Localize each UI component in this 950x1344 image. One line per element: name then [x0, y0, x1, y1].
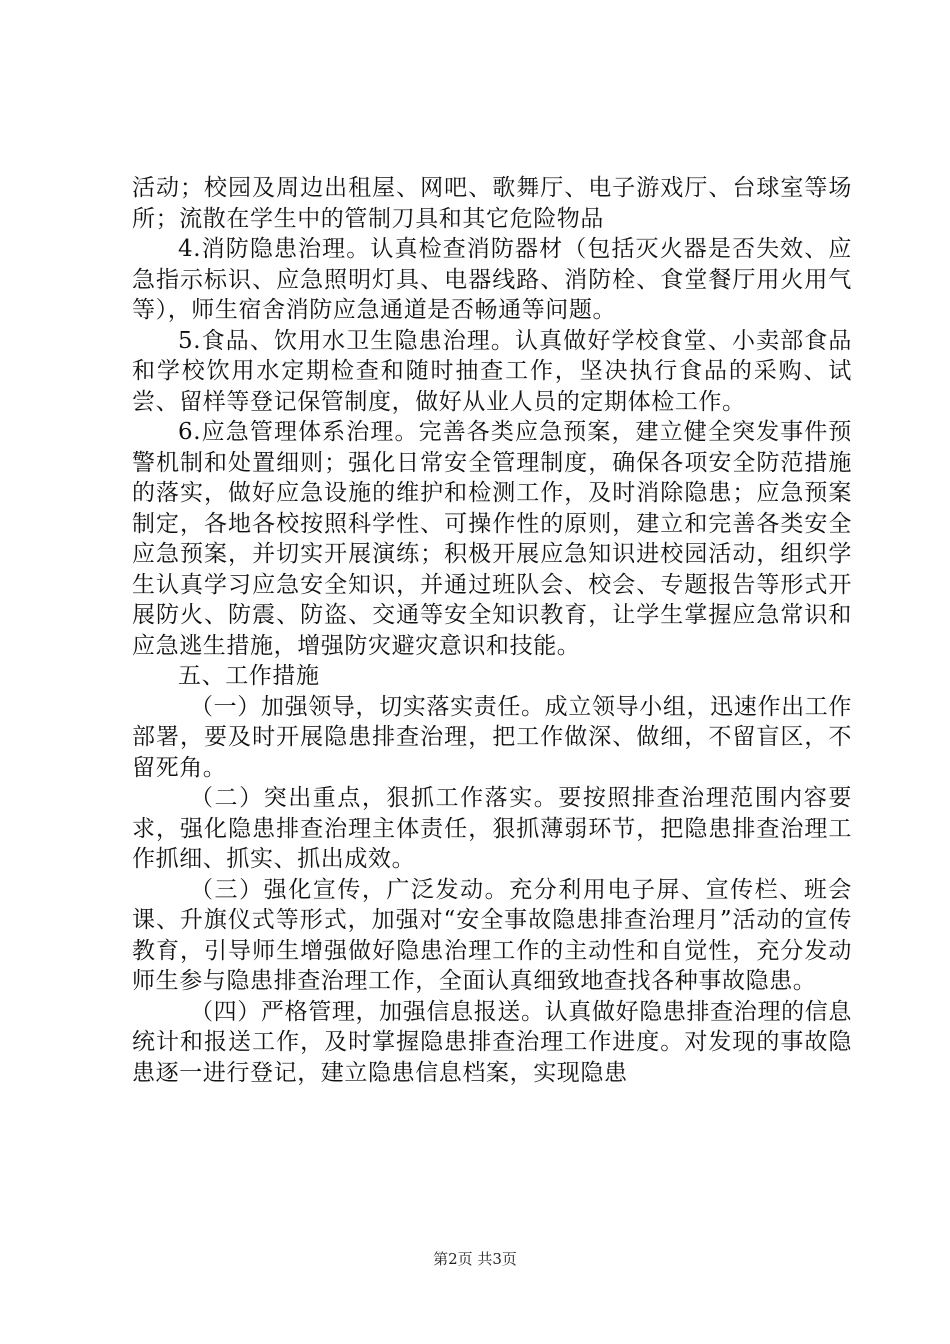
paragraph: （四）严格管理，加强信息报送。认真做好隐患排查治理的信息统计和报送工作，及时掌握隐患排查治理工作进度。对发现的事故隐患逐一进行登记，建立隐患信息档案，实现隐患 [132, 998, 852, 1086]
section-heading: 五、工作措施 [178, 663, 320, 689]
paragraph: （三）强化宣传，广泛发动。充分利用电子屏、宣传栏、班会课、升旗仪式等形式，加强对“安全事故隐患排查治理月”活动的宣传教育，引导师生增强做好隐患治理工作的主动性和自觉性，充分发动师生参与隐患排查治理工作，全面认真细致地查找各种事故隐患。 [132, 876, 852, 994]
paragraph: （一）加强领导，切实落实责任。成立领导小组，迅速作出工作部署，要及时开展隐患排查治理，把工作做深、做细，不留盲区，不留死角。 [132, 693, 852, 781]
paragraph: 活动；校园及周边出租屋、网吧、歌舞厅、电子游戏厅、台球室等场所；流散在学生中的管制刀具和其它危险物品 [132, 175, 852, 232]
paragraph: 4.消防隐患治理。认真检查消防器材（包括灭火器是否失效、应急指示标识、应急照明灯具、电器线路、消防栓、食堂餐厅用火用气等），师生宿舍消防应急通道是否畅通等问题。 [132, 236, 852, 323]
page-footer: 第2页 共3页 [433, 1250, 517, 1268]
paragraph: 5.食品、饮用水卫生隐患治理。认真做好学校食堂、小卖部食品和学校饮用水定期检查和随时抽查工作，坚决执行食品的采购、试尝、留样等登记保管制度，做好从业人员的定期体检工作。 [132, 327, 852, 415]
paragraph: （二）突出重点，狠抓工作落实。要按照排查治理范围内容要求，强化隐患排查治理主体责任，狠抓薄弱环节，把隐患排查治理工作抓细、抓实、抓出成效。 [132, 785, 852, 872]
document-body [132, 173, 852, 1088]
paragraph: 6.应急管理体系治理。完善各类应急预案，建立健全突发事件预警机制和处置细则；强化日常安全管理制度，确保各项安全防范措施的落实，做好应急设施的维护和检测工作，及时消除隐患；应急预案制定，各地各校按照科学性、可操作性的原则，建立和完善各类安全应急预案，并切实开展演练；积极开展应急知识进校园活动，组织学生认真学习应急安全知识，并通过班队会、校会、专题报告等形式开展防火、防震、防盗、交通等安全知识教育，让学生掌握应急常识和应急逃生措施，增强防灾避灾意识和技能。 [132, 419, 852, 659]
